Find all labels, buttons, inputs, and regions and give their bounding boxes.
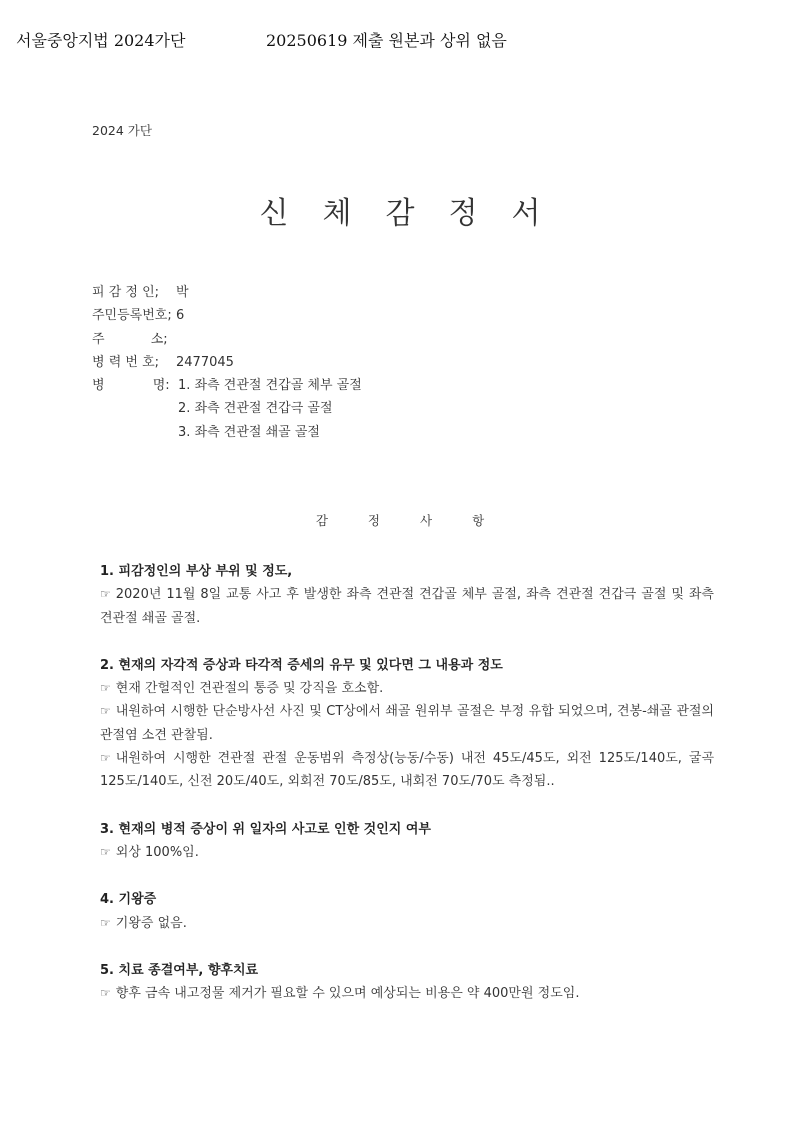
rrn-label: 주민등록번호;: [92, 308, 172, 324]
item-paragraph: ☞ 외상 100%임.: [100, 844, 199, 860]
item-paragraph: ☞ 향후 금속 내고정물 제거가 필요할 수 있으며 예상되는 비용은 약 400만원 정도임.: [100, 986, 580, 1002]
item-title: 4. 기왕증: [100, 892, 157, 908]
name-label: 피 감 정 인;: [92, 285, 160, 300]
item-paragraph: ☞ 내원하여 시행한 단순방사선 사진 및 CT상에서 쇄골 원위부 골절은 부정 유합 되었으며, 견봉-쇄골 관절의 관절염 소견 관찰됨.: [100, 704, 714, 743]
pointing-hand-icon: ☞: [100, 681, 111, 696]
item-paragraph: ☞ 2020년 11월 8일 교통 사고 후 발생한 좌측 견관절 견갑골 체부 골절, 좌측 견관절 견갑극 골절 및 좌측 견관절 쇄골 골절.: [100, 587, 714, 626]
pointing-hand-icon: ☞: [100, 915, 111, 930]
item-paragraph: ☞ 기왕증 없음.: [100, 915, 187, 931]
item-title: 1. 피감정인의 부상 부위 및 정도,: [100, 564, 293, 579]
record-number-value: 2477045: [176, 354, 234, 370]
diagnosis-label: 병 명:: [92, 378, 170, 394]
patient-info: [92, 281, 362, 444]
assessment-item-3: [100, 818, 714, 865]
pointing-hand-icon: ☞: [100, 704, 111, 719]
info-row-diagnosis: [92, 374, 362, 397]
assessment-item-2: [100, 654, 714, 794]
pointing-hand-icon: ☞: [100, 844, 111, 859]
record-number-label: 병 력 번 호;: [92, 354, 160, 370]
assessment-content: [100, 560, 714, 1029]
item-paragraph: ☞ 현재 간헐적인 견관절의 통증 및 강직을 호소함.: [100, 681, 384, 697]
item-title: 2. 현재의 자각적 증상과 타각적 증세의 유무 및 있다면 그 내용과 정도: [100, 657, 503, 673]
assessment-item-1: [100, 560, 714, 630]
item-title: 5. 치료 종결여부, 향후치료: [100, 962, 259, 978]
court-case-stamp: 서울중앙지법 2024가단: [16, 31, 186, 50]
info-row-rrn: [92, 304, 362, 327]
pointing-hand-icon: ☞: [100, 587, 111, 602]
pointing-hand-icon: ☞: [100, 751, 111, 766]
item-paragraph: ☞ 내원하여 시행한 견관절 관절 운동범위 측정상(능동/수동) 내전 45도/45도, 외전 125도/140도, 굴곡 125도/140도, 신전 20도/40도, 외회전 70도/85도, 내회전 70도/70도 측정됨..: [100, 751, 714, 790]
info-row-name: [92, 281, 362, 304]
section-heading: 감정사항: [315, 513, 525, 528]
submission-note-stamp: 20250619 제출 원본과 상위 없음: [266, 31, 507, 50]
assessment-item-5: [100, 959, 714, 1006]
item-title: 3. 현재의 병적 증상이 위 일자의 사고로 인한 것인지 여부: [100, 821, 431, 837]
name-value: 박: [176, 285, 189, 300]
diagnosis-item: 3. 좌측 견관절 쇄골 골절: [178, 424, 320, 440]
info-row-address: [92, 328, 362, 351]
assessment-item-4: [100, 888, 714, 935]
info-row-record: [92, 351, 362, 374]
document-title: 신체감정서: [259, 196, 575, 231]
diagnosis-item: 1. 좌측 견관절 견갑골 체부 골절: [178, 378, 362, 394]
diagnosis-item: 2. 좌측 견관절 견갑극 골절: [178, 401, 333, 417]
case-number: 2024 가단: [92, 123, 152, 138]
rrn-value: 6: [176, 308, 185, 324]
address-label: 주 소;: [92, 331, 168, 347]
pointing-hand-icon: ☞: [100, 986, 111, 1001]
